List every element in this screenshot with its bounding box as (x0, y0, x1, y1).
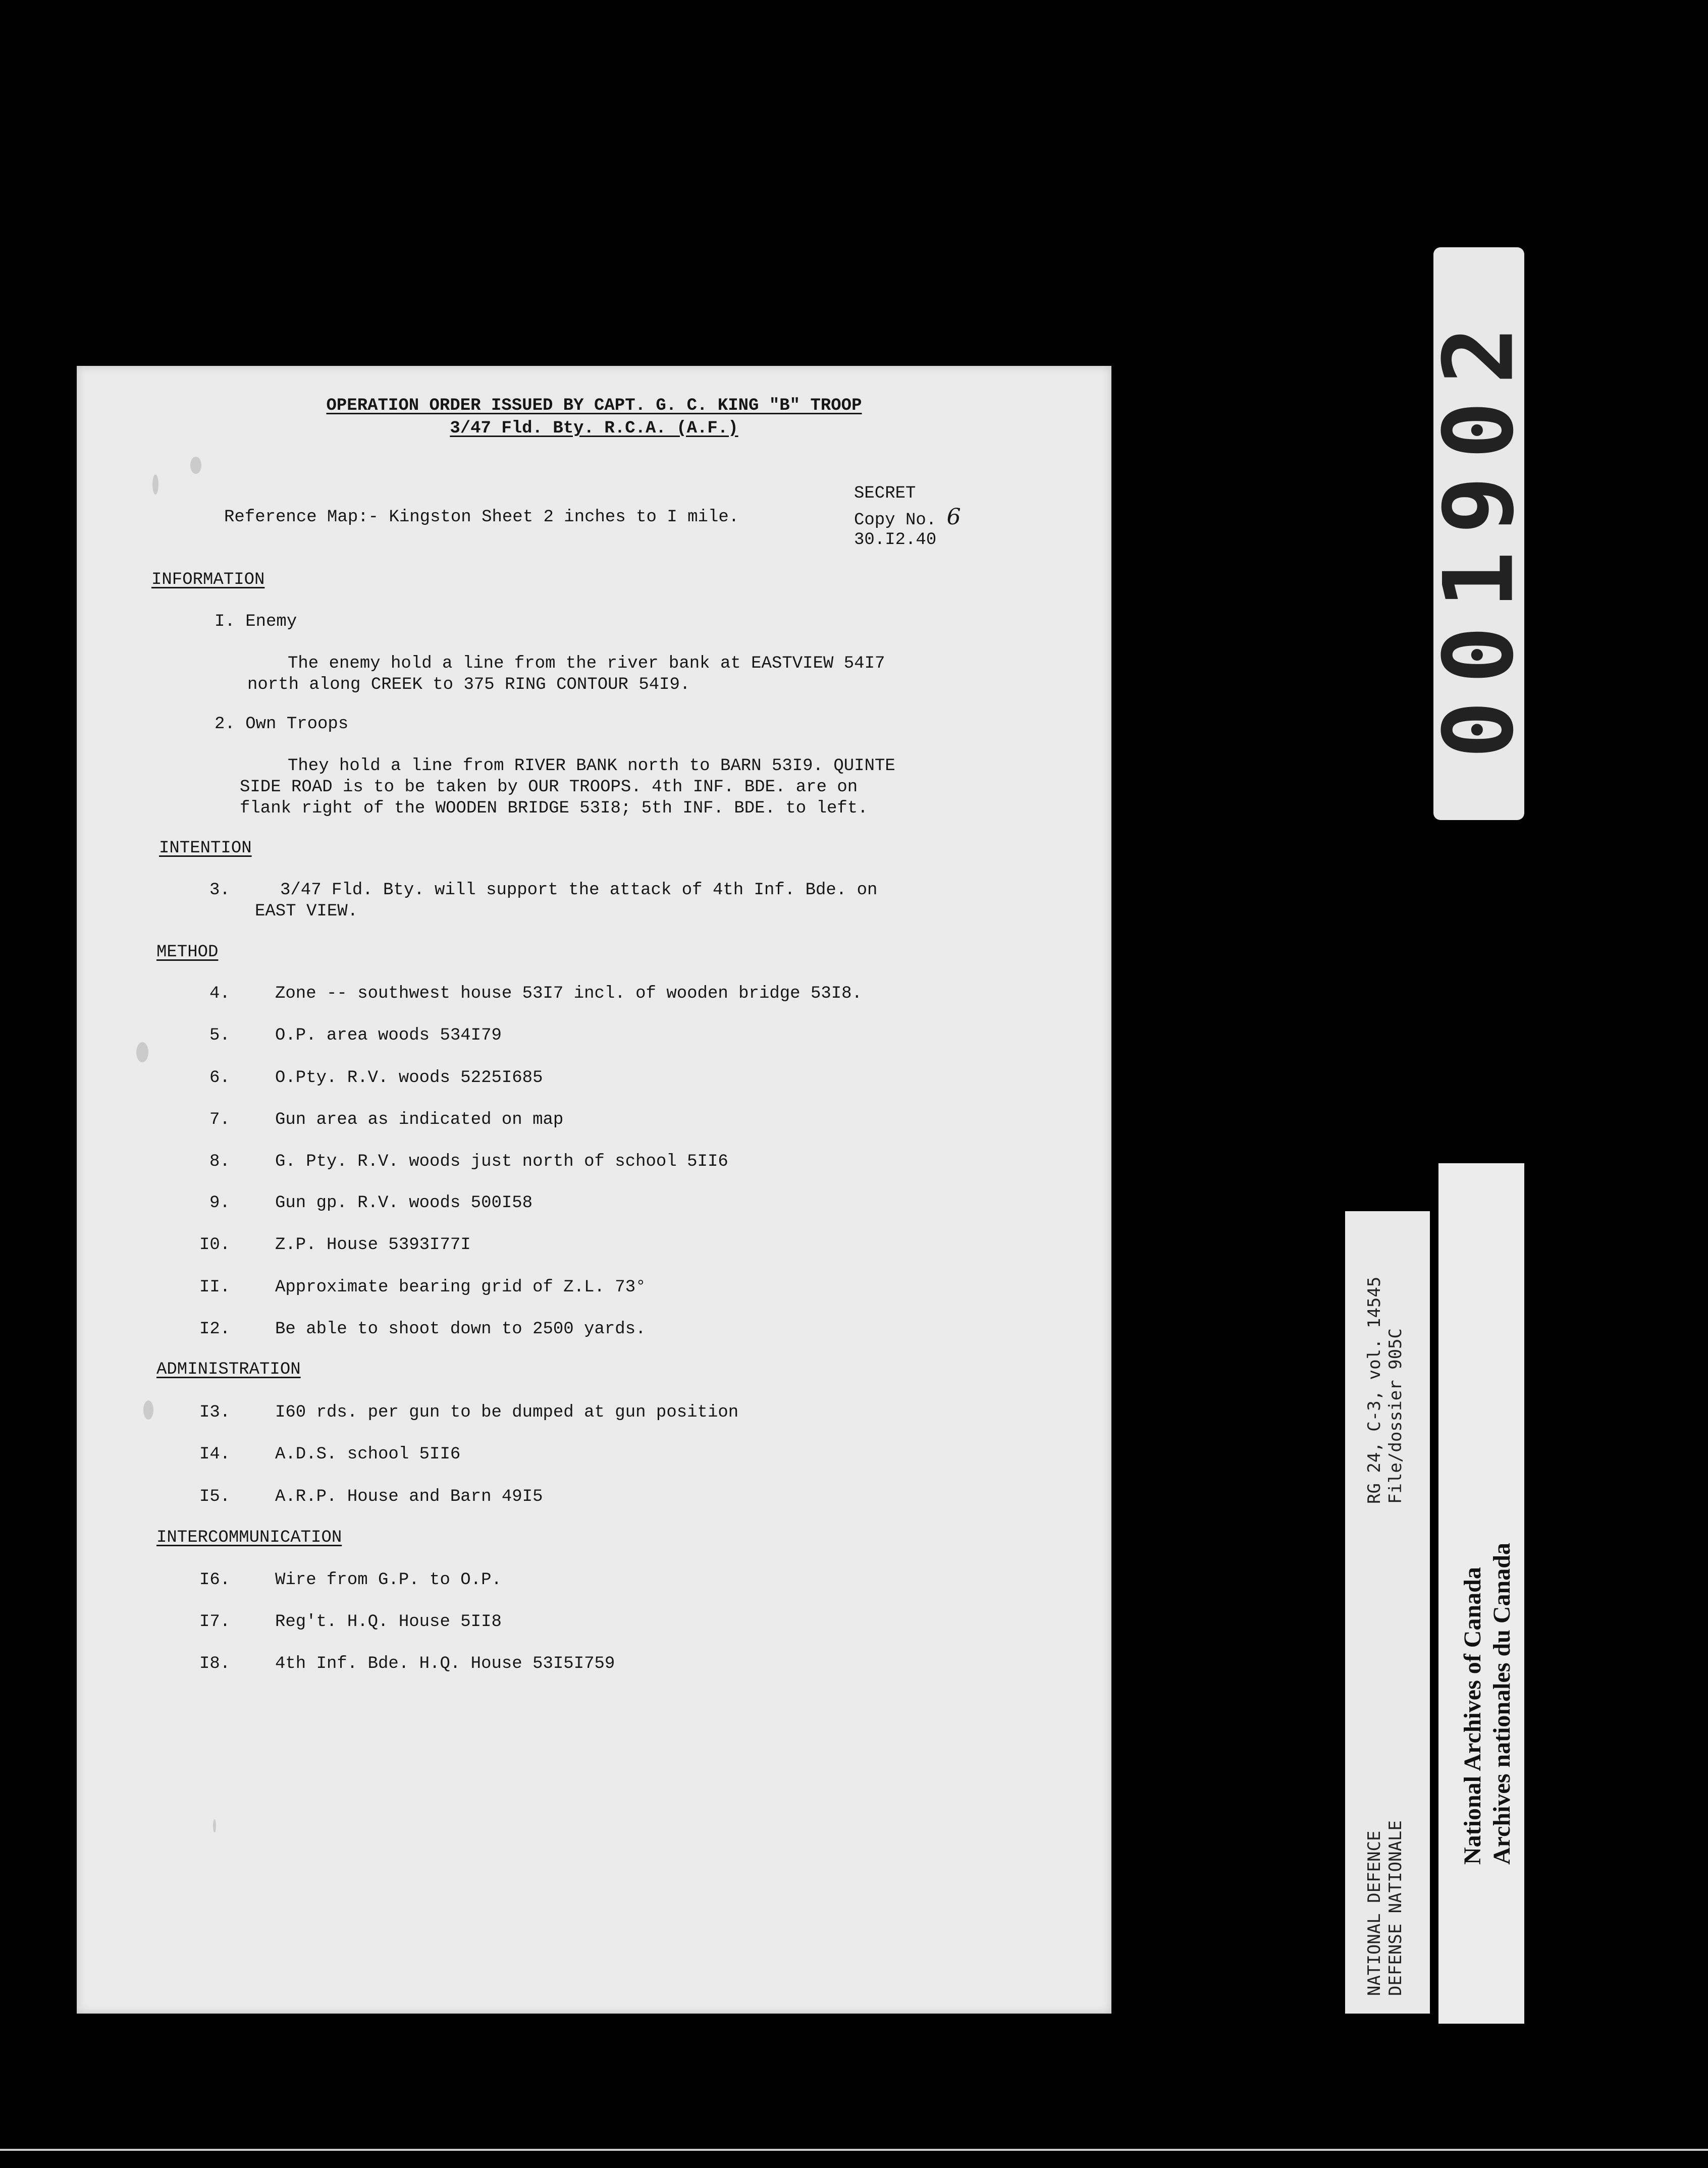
item-text: A.R.P. House and Barn 49I5 (275, 1487, 543, 1506)
copy-number-handwritten: 6 (946, 504, 961, 530)
smudge-mark (136, 1042, 148, 1062)
item-number: I5. (199, 1487, 231, 1506)
title-line-2: 3/47 Fld. Bty. R.C.A. (A.F.) (450, 419, 738, 438)
item-number: I8. (199, 1654, 231, 1673)
national-archives-card (1438, 1163, 1524, 2024)
document-page (77, 366, 1111, 2014)
reference-map: Reference Map:- Kingston Sheet 2 inches to I mile. (224, 508, 739, 527)
item-text: Be able to shoot down to 2500 yards. (275, 1320, 646, 1339)
smudge-mark (213, 1819, 216, 1832)
archives-name-english: National Archives of Canada (1459, 1567, 1486, 1865)
section-information: INFORMATION (151, 570, 265, 589)
item-number: 5. (209, 1026, 230, 1045)
order-date: 30.I2.40 (854, 530, 937, 550)
item-text: Z.P. House 5393I77I (275, 1235, 471, 1255)
item-number: 3. (209, 881, 230, 900)
para-own-troops-heading: 2. Own Troops (215, 715, 349, 734)
smudge-mark (190, 457, 201, 474)
item-text: Gun gp. R.V. woods 500I58 (275, 1194, 533, 1213)
section-intercommunication: INTERCOMMUNICATION (156, 1528, 342, 1547)
item-text: Reg't. H.Q. House 5II8 (275, 1612, 502, 1632)
item-text: I60 rds. per gun to be dumped at gun position (275, 1403, 739, 1422)
archives-name-french: Archives nationales du Canada (1488, 1543, 1515, 1865)
title-line-1: OPERATION ORDER ISSUED BY CAPT. G. C. KING "B" TROOP (326, 396, 862, 415)
para-own-troops-line: SIDE ROAD is to be taken by OUR TROOPS. 4th INF. BDE. are on (240, 778, 858, 797)
item-text: 4th Inf. Bde. H.Q. House 53I5I759 (275, 1654, 615, 1673)
item-number: I4. (199, 1445, 231, 1464)
para-enemy-line: The enemy hold a line from the river bank at EASTVIEW 54I7 (288, 654, 885, 673)
secret-label: SECRET (854, 484, 916, 503)
item-number: 6. (209, 1068, 230, 1088)
section-intention: INTENTION (159, 839, 252, 858)
item-text: Zone -- southwest house 53I7 incl. of wooden bridge 53I8. (275, 984, 862, 1003)
item-number: 7. (209, 1110, 230, 1129)
item-number: I0. (199, 1235, 231, 1255)
item-text: G. Pty. R.V. woods just north of school 5II6 (275, 1152, 728, 1171)
para-enemy-heading: I. Enemy (215, 612, 297, 631)
archive-reference-line: File/dossier 905C (1385, 1328, 1406, 1504)
frame-number-strip (1423, 247, 1535, 820)
item-number: 8. (209, 1152, 230, 1171)
item-number: 4. (209, 984, 230, 1003)
para-enemy-line: north along CREEK to 375 RING CONTOUR 54I9. (247, 675, 690, 694)
item-text: Approximate bearing grid of Z.L. 73° (275, 1278, 646, 1297)
item-text: EAST VIEW. (255, 902, 358, 921)
item-text: O.P. area woods 534I79 (275, 1026, 502, 1045)
department-line: DEFENSE NATIONALE (1385, 1820, 1406, 1996)
smudge-mark (143, 1400, 153, 1420)
frame-number: 001902 (1423, 309, 1535, 758)
item-number: I2. (199, 1320, 231, 1339)
department-line: NATIONAL DEFENCE (1364, 1830, 1384, 1996)
section-administration: ADMINISTRATION (156, 1360, 301, 1379)
section-method: METHOD (156, 943, 219, 962)
item-number: 9. (209, 1194, 230, 1213)
para-own-troops-line: They hold a line from RIVER BANK north to BARN 53I9. QUINTE (288, 756, 895, 776)
archive-reference-line: RG 24, C-3, vol. 14545 (1364, 1276, 1384, 1504)
para-own-troops-line: flank right of the WOODEN BRIDGE 53I8; 5th INF. BDE. to left. (240, 799, 868, 818)
item-number: II. (199, 1278, 231, 1297)
item-number: I7. (199, 1612, 231, 1632)
item-text: O.Pty. R.V. woods 5225I685 (275, 1068, 543, 1088)
copy-number: Copy No. 6 (854, 504, 961, 530)
smudge-mark (152, 474, 158, 495)
item-text: 3/47 Fld. Bty. will support the attack of 4th Inf. Bde. on (280, 881, 878, 900)
item-text: A.D.S. school 5II6 (275, 1445, 461, 1464)
archive-reference-card (1345, 1211, 1430, 2014)
item-text: Wire from G.P. to O.P. (275, 1570, 502, 1590)
item-number: I6. (199, 1570, 231, 1590)
item-number: I3. (199, 1403, 231, 1422)
film-edge-line (0, 2149, 1708, 2151)
item-text: Gun area as indicated on map (275, 1110, 564, 1129)
